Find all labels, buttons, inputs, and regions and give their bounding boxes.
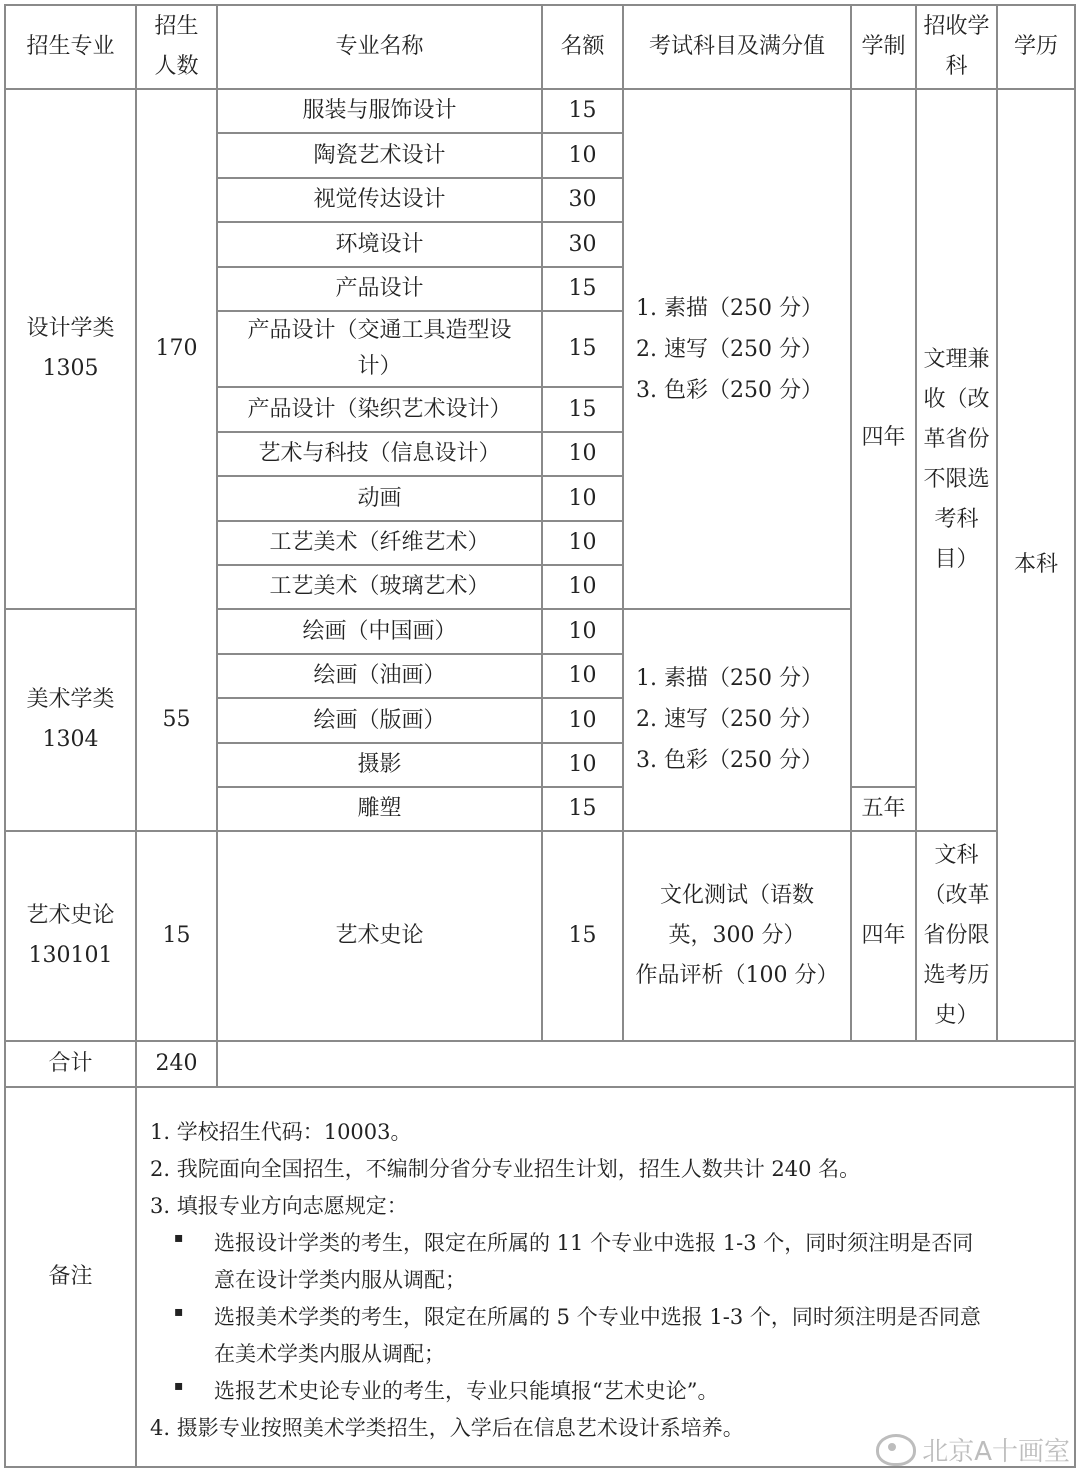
- major-name-line: 产品设计（交通工具造型设: [247, 318, 512, 343]
- group-name: 设计学类: [26, 316, 115, 341]
- group-count: 170: [155, 336, 198, 361]
- group-category: [6, 90, 135, 608]
- exam-line: 1. 素描（250 分）: [636, 296, 823, 321]
- remark-line: 在美术学类内服从调配；: [214, 1342, 445, 1366]
- major-name: 绘画（中国画）: [302, 618, 457, 644]
- exam-line: 作品评析（100 分）: [635, 963, 839, 988]
- major-quota: 10: [568, 441, 597, 466]
- header-enroll-count-line: 招生: [154, 14, 199, 39]
- group-count: 55: [162, 707, 191, 732]
- major-quota: 15: [568, 396, 597, 422]
- remark-line: 意在设计学类内服从调配；: [214, 1268, 466, 1292]
- header-degree: 学历: [1013, 34, 1058, 59]
- header-quota: 名额: [560, 34, 605, 59]
- watermark-text: 北京A十画室: [922, 1437, 1070, 1467]
- major-name: 陶瓷艺术设计: [313, 142, 446, 168]
- remark-line: 4. 摄影专业按照美术学类招生，入学后在信息艺术设计系培养。: [150, 1416, 744, 1440]
- major-name-line: 计）: [357, 354, 402, 379]
- header-major-name: 专业名称: [335, 34, 424, 59]
- exam-line: 1. 素描（250 分）: [636, 666, 823, 691]
- group-code: 130101: [28, 943, 113, 968]
- duration-value: 四年: [861, 425, 906, 450]
- major-quota: 10: [568, 618, 597, 644]
- group-name: 美术学类: [26, 687, 115, 712]
- remark-line: 选报美术学类的考生，限定在所属的 5 个专业中选报 1-3 个，同时须注明是否同意: [214, 1305, 981, 1329]
- watermark: [876, 1431, 1070, 1468]
- header-duration: 学制: [861, 34, 906, 59]
- exam-subjects: [636, 288, 823, 411]
- subject-line: 文科: [934, 843, 979, 868]
- exam-line: 文化测试（语数: [659, 883, 814, 908]
- major-quota: 10: [568, 142, 597, 168]
- major-name: 绘画（油画）: [313, 663, 446, 688]
- header-subject-line: 招收学: [923, 14, 990, 39]
- remark-line: 选报设计学类的考生，限定在所属的 11 个专业中选报 1-3 个，同时须注明是否同: [214, 1231, 974, 1255]
- header-exam-subjects: 考试科目及满分值: [648, 34, 825, 59]
- exam-subjects: [636, 658, 823, 781]
- major-quota: 10: [568, 663, 597, 688]
- group-name: 艺术史论: [26, 903, 115, 928]
- total-value: 240: [155, 1051, 198, 1076]
- subject-line: 不限选: [923, 467, 990, 492]
- group-code: 1305: [42, 356, 99, 381]
- remarks-divider: [4, 1086, 1076, 1088]
- bullet-icon: ▪: [174, 1304, 184, 1320]
- group-count: 15: [162, 923, 191, 948]
- group-divider: [622, 608, 852, 610]
- exam-line: 2. 速写（250 分）: [636, 707, 823, 732]
- remark-line: 选报艺术史论专业的考生，专业只能填报“艺术史论”。: [214, 1379, 719, 1403]
- exam-line: 英，300 分）: [668, 923, 806, 948]
- major-quota: 10: [568, 707, 597, 733]
- table-border-right: [1074, 4, 1076, 1468]
- bullet-icon: ▪: [174, 1378, 184, 1394]
- major-quota: 10: [568, 574, 597, 599]
- major-quota: 15: [568, 796, 597, 821]
- major-name: 服装与服饰设计: [302, 98, 457, 123]
- subject-line: 文理兼: [923, 347, 990, 372]
- subject-line: 省份限: [923, 923, 990, 948]
- major-name: [218, 312, 541, 386]
- subject-requirement: [917, 832, 996, 1040]
- exam-subjects: [624, 832, 850, 1040]
- subject-line: 考科: [934, 507, 979, 532]
- major-quota: 30: [568, 187, 597, 212]
- subject-requirement: [917, 90, 996, 830]
- subject-line: 目）: [934, 547, 979, 572]
- bullet-icon: ▪: [174, 1230, 184, 1246]
- header-subject: [917, 6, 996, 88]
- exam-line: 3. 色彩（250 分）: [636, 748, 823, 773]
- major-name: 视觉传达设计: [313, 187, 446, 212]
- major-name: 艺术与科技（信息设计）: [258, 441, 501, 466]
- major-name: 艺术史论: [335, 923, 424, 948]
- major-quota: 15: [568, 98, 597, 123]
- major-quota: 15: [568, 923, 597, 948]
- duration-value: 五年: [861, 796, 906, 821]
- group-category: [6, 832, 135, 1040]
- major-quota: 10: [568, 530, 597, 555]
- major-name: 产品设计: [335, 276, 424, 301]
- header-enroll-count: [137, 6, 216, 88]
- major-name: 环境设计: [335, 231, 424, 257]
- degree-value: 本科: [1013, 552, 1058, 577]
- major-name: 摄影: [357, 752, 402, 777]
- major-name: 工艺美术（纤维艺术）: [269, 530, 490, 555]
- group-category: [6, 610, 135, 830]
- exam-line: 2. 速写（250 分）: [636, 337, 823, 362]
- major-quota: 10: [568, 752, 597, 777]
- total-label: 合计: [48, 1051, 93, 1076]
- weibo-icon: [876, 1434, 916, 1466]
- major-name: 产品设计（染织艺术设计）: [247, 396, 512, 422]
- major-quota: 10: [568, 485, 597, 511]
- major-name: 工艺美术（玻璃艺术）: [269, 574, 490, 599]
- remarks-label: 备注: [48, 1264, 93, 1289]
- subject-line: 革省份: [923, 427, 990, 452]
- subject-line: 选考历: [923, 963, 990, 988]
- major-quota: 15: [568, 276, 597, 301]
- duration-value: 四年: [861, 923, 906, 948]
- major-name: 动画: [357, 485, 402, 511]
- header-subject-line: 科: [945, 54, 968, 79]
- subject-line: （改革: [923, 883, 990, 908]
- subject-line: 收（改: [923, 387, 990, 412]
- header-major-category: 招生专业: [26, 34, 115, 59]
- major-name: 雕塑: [357, 796, 402, 821]
- major-quota: 15: [568, 336, 597, 361]
- exam-line: 3. 色彩（250 分）: [636, 378, 823, 403]
- total-col-divider: [216, 1040, 218, 1088]
- major-quota: 30: [568, 231, 597, 257]
- remark-line: 1. 学校招生代码：10003。: [150, 1120, 412, 1144]
- subject-line: 史）: [934, 1003, 979, 1028]
- remark-line: 3. 填报专业方向志愿规定：: [150, 1194, 408, 1218]
- remark-line: 2. 我院面向全国招生，不编制分省分专业招生计划，招生人数共计 240 名。: [150, 1157, 861, 1181]
- header-enroll-count-line: 人数: [154, 54, 199, 79]
- group-code: 1304: [42, 727, 99, 752]
- major-name: 绘画（版画）: [313, 707, 446, 733]
